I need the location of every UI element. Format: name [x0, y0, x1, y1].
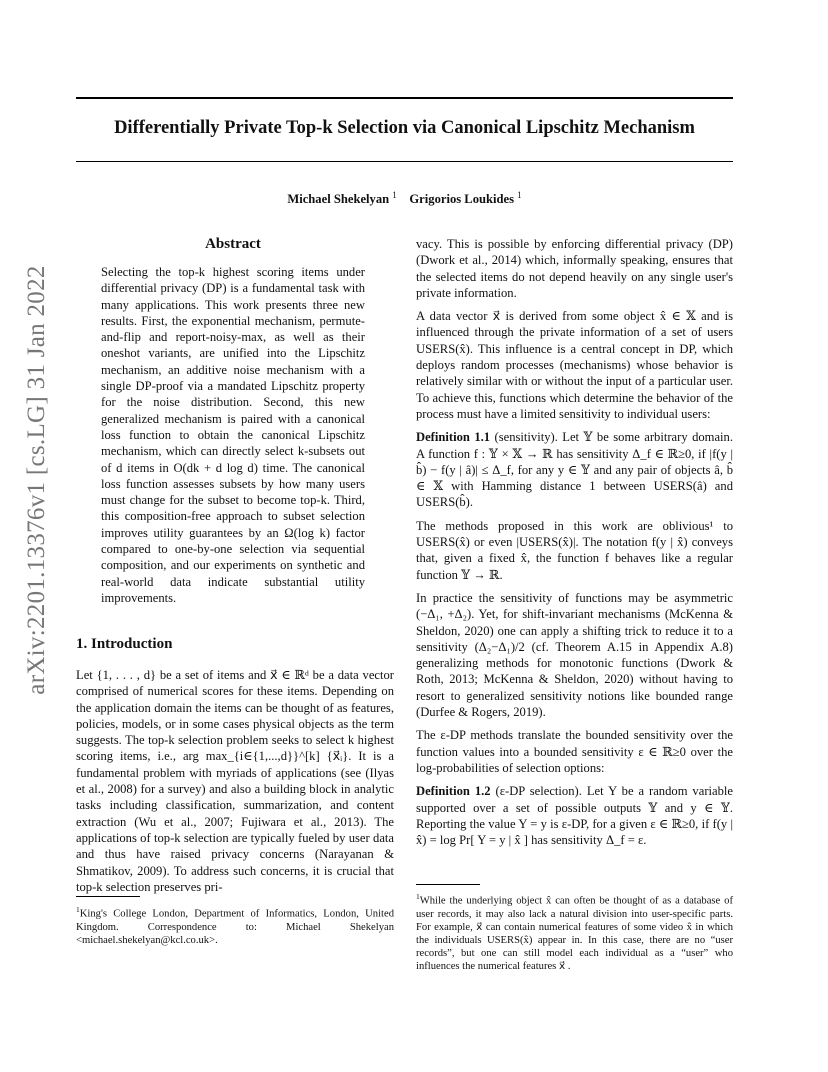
- definition-block: [416, 783, 733, 848]
- footnote-mark: 1: [416, 892, 420, 901]
- author-name: Grigorios Loukides: [409, 192, 515, 207]
- paragraph: A data vector x⃗ is derived from some object x̂ ∈ 𝕏 and is influenced through the private information of a set of users USERS(x̂). This influence is a central concept in DP, which deploys random processes (mechanisms) whose behavior is relatively similar with or without the input of a particular user. To achieve this, functions which determine the behavior of the process must have a limited sensitivity to individual users:: [416, 309, 733, 421]
- paragraph: In practice the sensitivity of functions may be asymmetric (−Δ₁, +Δ₂). Yet, for shift-invariant mechanisms (McKenna & Sheldon, 2020) one can apply a shifting trick to reduce it to a sensitivity (Δ₂−Δ₁)/2 (cf. Theorem A.15 in Appendix A.8) generalizing methods for monotonic functions (Dwork & Roth, 2013; McKenna & Sheldon, 2020) without having to resort to generalized sensitivity notions like bounded range (Durfee & Rogers, 2019).: [416, 590, 733, 720]
- affiliation-footnote: [76, 903, 394, 947]
- arxiv-stamp: arXiv:2201.13376v1 [cs.LG] 31 Jan 2022: [23, 265, 50, 695]
- footnote-rule: [76, 896, 140, 897]
- footnote-mark: 1: [76, 905, 80, 914]
- paragraph: The ε-DP methods translate the bounded sensitivity over the function values into a bounded sensitivity ε ∈ ℝ≥0 over the log-probabilities of selection options:: [416, 728, 733, 775]
- paragraph: vacy. This is possible by enforcing differential privacy (DP) (Dwork et al., 2014) which, informally speaking, ensures that the selected items do not depend heavily on any single user's private information.: [416, 237, 733, 300]
- affiliation-mark: 1: [517, 190, 522, 200]
- definition-block: [416, 429, 733, 510]
- paragraph: The methods proposed in this work are oblivious¹ to USERS(x̂) or even |USERS(x̂)|. The notation f(y | x̂) conveys that, given a fixed x̂, the function f behaves like a regular function 𝕐 → ℝ.: [416, 518, 733, 582]
- title-bottom-rule: [76, 161, 733, 162]
- footnote-text: While the underlying object x̂ can often be thought of as a database of user records, it may also lack a natural division into user-specific parts. For example, x⃗ can contain numerical features of some video x̂ in which the individuals USERS(x̂) appear in. In this case, there are no “user records”, but one can still model each individual as a “user” who influences the numerical features x⃗ .: [416, 895, 733, 972]
- author-name: Michael Shekelyan: [287, 192, 390, 207]
- affiliation-mark: 1: [392, 190, 397, 200]
- right-column: [416, 236, 733, 855]
- footnote: [416, 890, 733, 973]
- paper-title: Differentially Private Top-k Selection via Canonical Lipschitz Mechanism: [114, 118, 695, 138]
- top-rule: [76, 97, 733, 99]
- section-heading: 1. Introduction: [76, 636, 173, 652]
- definition-label: Definition 1.1: [416, 430, 491, 445]
- author-line: [76, 190, 733, 207]
- abstract-text: Selecting the top-k highest scoring items under differential privacy (DP) is a fundamental task with many applications. This work presents three new results. First, the exponential mechanism, permute-and-flip and report-noisy-max, as well as their oneshot variants, are unified into the Lipschitz mechanism, an additive noise mechanism with a single DP-proof via a mandated Lipschitz property for the noise distribution. Second, this new generalized mechanism is paired with a canonical loss function to obtain the canonical Lipschitz mechanism, which can directly select k-subsets out of d items in O(dk + d log d) time. The canonical loss function assesses subsets by how many users must change for the subset to become top-k. Third, this composition-free approach to subset selection improves utility guarantees by an Ω(log k) factor compared to one-by-one selection via sequential composition, and our experiments on synthetic and real-world data indicate substantial utility improvements.: [101, 265, 365, 605]
- definition-text: (sensitivity). Let 𝕐 be some arbitrary domain. A function f : 𝕐 × 𝕏 → ℝ has sensitivity Δ_f ∈ ℝ≥0, if |f(y | b̂) − f(y | â)| ≤ Δ_f, for any y ∈ 𝕐 and any pair of objects â, b̂ ∈ 𝕏 with Hamming distance 1 between USERS(â) and USERS(b̂).: [416, 430, 733, 510]
- definition-label: Definition 1.2: [416, 784, 491, 799]
- footnote-rule: [416, 884, 480, 885]
- abstract-heading: Abstract: [205, 236, 261, 252]
- footnote-text: King's College London, Department of Informatics, London, United Kingdom. Correspondence to: Michael Shekelyan <michael.shekelyan@kcl.co.uk>.: [76, 908, 394, 946]
- intro-paragraph: Let {1, . . . , d} be a set of items and x⃗ ∈ ℝᵈ be a data vector comprised of numerical scores for these items. Depending on the application domain the items can be thought of as features, policies, models, or in some cases physical objects as the term suggests. The top-k selection problem seeks to select k highest scoring items, i.e., arg max_{i∈{1,...,d}}^[k] {x⃗ᵢ}. It is a fundamental problem with myriads of applications (see (Ilyas et al., 2008) for a survey) and also a building block in analytic tasks including classification, summarization, and content extraction (Wu et al., 2007; Fujiwara et al., 2013). The applications of top-k selection are typically fueled by user data and thus have raised privacy concerns (Narayanan & Shmatikov, 2009). To address such concerns, it is crucial that top-k selection preserves pri-: [76, 668, 394, 894]
- definition-text: (ε-DP selection). Let Y be a random variable supported over a set of possible outputs 𝕐 and y ∈ 𝕐. Reporting the value Y = y is ε-DP, for a given ε ∈ ℝ≥0, if f(y | x̂) = log Pr[ Y = y | x̂ ] has sensitivity Δ_f = ε.: [416, 784, 733, 848]
